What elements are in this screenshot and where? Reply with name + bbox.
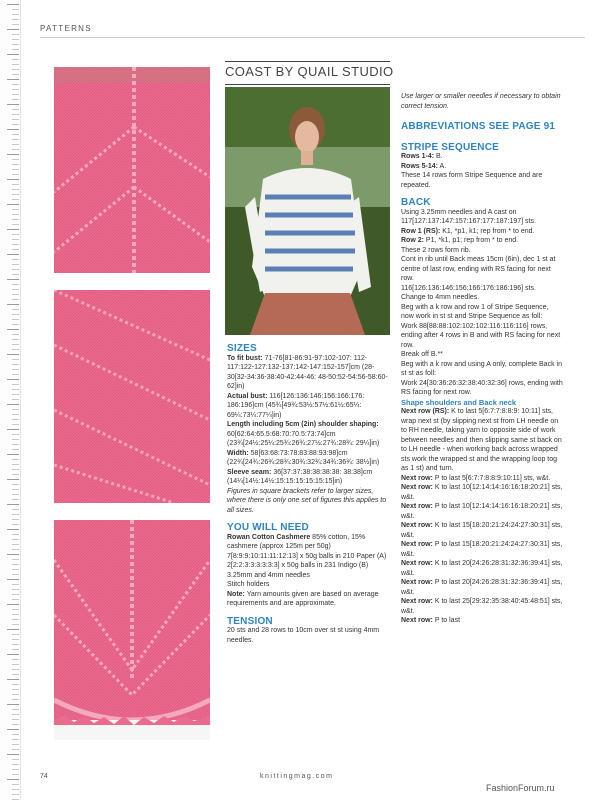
knit-detail-photo-middle <box>54 290 210 503</box>
header-divider <box>40 37 585 38</box>
back-change-needles: Change to 4mm needles. <box>401 294 480 301</box>
ruler-tick <box>7 4 19 5</box>
ruler-tick <box>7 254 19 255</box>
ruler-tick <box>12 119 19 120</box>
ruler-tick <box>12 514 19 515</box>
ruler-tick <box>12 209 19 210</box>
ruler-tick <box>7 304 19 305</box>
ruler-tick <box>12 124 19 125</box>
ruler-tick <box>12 159 19 160</box>
ruler-tick <box>12 344 19 345</box>
ruler-tick <box>12 114 19 115</box>
ruler-tick <box>12 44 19 45</box>
ruler-tick <box>12 619 19 620</box>
ruler-tick <box>12 669 19 670</box>
left-text-column <box>227 344 389 645</box>
ruler-tick <box>12 534 19 535</box>
ruler-tick <box>12 324 19 325</box>
back-heading: BACK <box>401 197 431 208</box>
ruler-tick <box>12 194 19 195</box>
ruler-tick <box>12 749 19 750</box>
ruler-tick <box>12 519 19 520</box>
ruler-tick <box>12 474 19 475</box>
ruler-tick <box>7 679 19 680</box>
ruler-tick <box>12 484 19 485</box>
ruler-tick <box>7 729 19 730</box>
page-number: 74 <box>40 773 48 780</box>
ruler-tick <box>12 49 19 50</box>
ruler-tick <box>12 349 19 350</box>
ruler-tick <box>12 759 19 760</box>
shape-row-5: Next row: K to last 15[18:20:21:24:24:27:30:31] sts, w&t. <box>401 522 563 539</box>
site-url: knittingmag.com <box>260 773 334 780</box>
ruler-tick <box>12 559 19 560</box>
ruler-tick <box>7 579 19 580</box>
ruler-tick <box>12 584 19 585</box>
ruler-tick <box>12 219 19 220</box>
ruler-tick <box>12 784 19 785</box>
ruler-tick <box>12 494 19 495</box>
size-actual-bust: Actual bust: 116[126:136:146:156:166:176: 186:196]cm (45¾[49¾:53½:57½:61½:65¼: 69¼:73¼:77¼]in) <box>227 392 365 419</box>
ruler-tick <box>12 34 19 35</box>
shape-row-2: Next row: P to last 5[6:7:7:8:8:9:10:11] sts, w&t. <box>401 474 551 482</box>
ruler-tick <box>12 444 19 445</box>
ruler-tick <box>7 129 19 130</box>
model-photo <box>225 87 390 335</box>
ruler-tick <box>12 499 19 500</box>
ruler-tick <box>12 374 19 375</box>
yarn-a-amount: 7[8:9:9:10:11:11:12:13] x 50g balls in 210 Paper (A) <box>227 552 387 560</box>
ruler-tick <box>12 84 19 85</box>
ruler-tick <box>7 79 19 80</box>
ruler-tick <box>12 269 19 270</box>
size-sleeve-seam: Sleeve seam: 36[37:37:38:38:38:38: 38:38]cm (14¼[14½:14½:15:15:15:15:15:15]in) <box>227 468 373 485</box>
ruler-tick <box>12 794 19 795</box>
back-row-1: Row 1 (RS): K1, *p1, k1; rep from * to end. <box>401 227 535 235</box>
back-cont-rib: Cont in rib until Back meas 15cm (6in), dec 1 st at centre of last row, ending with RS facing for next row. <box>401 256 556 282</box>
ruler-tick <box>12 244 19 245</box>
ruler-tick <box>12 59 19 60</box>
ruler-tick <box>12 239 19 240</box>
ruler-tick <box>12 689 19 690</box>
ruler-tick <box>12 224 19 225</box>
ruler-tick <box>12 199 19 200</box>
you-will-need-heading: YOU WILL NEED <box>227 522 309 533</box>
ruler-tick <box>12 549 19 550</box>
ruler-tick <box>7 629 19 630</box>
ruler-tick <box>12 299 19 300</box>
ruler-tick <box>12 719 19 720</box>
ruler-tick <box>7 554 19 555</box>
shape-shoulders-subheading: Shape shoulders and Back neck <box>401 397 517 407</box>
back-cast-on: Using 3.25mm needles and A cast on 117[127:137:147:157:167:177:187:197] sts. <box>401 208 536 225</box>
ruler-tick <box>12 74 19 75</box>
stripe-note: These 14 rows form Stripe Sequence and are repeated. <box>401 172 543 189</box>
ruler-tick <box>12 294 19 295</box>
ruler-tick <box>7 379 19 380</box>
ruler-tick <box>12 164 19 165</box>
ruler-tick <box>12 639 19 640</box>
stripe-rows-5-14: Rows 5-14: A. <box>401 162 447 170</box>
ruler-tick <box>12 714 19 715</box>
ruler-tick <box>7 179 19 180</box>
size-width: Width: 58[63:68:73:78:83:88:93:98]cm (22¾[24¾:26¾:28¾:30¾:32¾:34¾:36¾: 38½]in) <box>227 449 380 466</box>
ruler-tick <box>12 614 19 615</box>
ruler-tick <box>7 604 19 605</box>
ruler-tick <box>12 569 19 570</box>
ruler-tick <box>12 524 19 525</box>
ruler-tick <box>12 369 19 370</box>
ruler-tick <box>7 454 19 455</box>
ruler-tick <box>12 684 19 685</box>
ruler-tick <box>12 289 19 290</box>
tension-advice: Use larger or smaller needles if necessary to obtain correct tension. <box>401 93 561 110</box>
ruler-tick <box>12 409 19 410</box>
ruler-tick <box>12 469 19 470</box>
ruler-tick <box>12 359 19 360</box>
yarn-b-amount: 2[2:2:3:3:3:3:3:3] x 50g balls in 231 Indigo (B) <box>227 562 369 569</box>
ruler-tick <box>12 789 19 790</box>
right-text-column <box>401 92 563 626</box>
ruler-tick <box>12 184 19 185</box>
size-length: Length including 5cm (2in) shoulder shaping: 60[62:64:65.5:68:70:70.5:73:74]cm (23¾[24½:25¼:25¾:26¾:27½:27¾:28¾: 29¼]in) <box>227 421 380 447</box>
abbreviations-heading: ABBREVIATIONS SEE PAGE 91 <box>401 121 556 132</box>
ruler-tick <box>12 424 19 425</box>
stitch-holders-item: Stitch holders <box>227 581 270 588</box>
ruler-tick <box>12 414 19 415</box>
ruler-tick <box>12 724 19 725</box>
ruler-tick <box>7 204 19 205</box>
ruler-tick <box>12 734 19 735</box>
ruler-tick <box>12 364 19 365</box>
ruler-tick <box>12 389 19 390</box>
ruler-tick <box>12 19 19 20</box>
ruler-tick <box>12 89 19 90</box>
back-stripe-start: Beg with a k row and row 1 of Stripe Sequence, now work in st st and Stripe Sequence as foll: <box>401 303 549 320</box>
ruler-tick <box>12 319 19 320</box>
ruler-tick <box>7 104 19 105</box>
section-label: PATTERNS <box>40 24 92 33</box>
ruler-tick <box>12 774 19 775</box>
ruler-tick <box>12 259 19 260</box>
knit-detail-photo-bottom <box>54 520 210 740</box>
ruler-tick <box>12 394 19 395</box>
ruler-tick <box>12 664 19 665</box>
ruler-tick <box>12 274 19 275</box>
ruler-tick <box>7 404 19 405</box>
ruler-tick <box>12 674 19 675</box>
ruler-tick <box>12 214 19 215</box>
ruler-tick <box>12 564 19 565</box>
ruler-tick <box>12 634 19 635</box>
ruler-tick <box>12 574 19 575</box>
ruler-tick <box>12 64 19 65</box>
ruler-tick <box>12 399 19 400</box>
ruler-tick <box>12 144 19 145</box>
ruler-tick <box>12 234 19 235</box>
pattern-title: COAST BY QUAIL STUDIO <box>225 64 394 79</box>
ruler-tick <box>12 764 19 765</box>
back-row-2: Row 2: P1, *k1, p1; rep from * to end. <box>401 237 519 244</box>
ruler-tick <box>12 134 19 135</box>
ruler-tick <box>7 229 19 230</box>
ruler-tick <box>12 649 19 650</box>
needles-item: 3.25mm and 4mm needles <box>227 571 310 579</box>
ruler-tick <box>12 599 19 600</box>
ruler-tick <box>7 754 19 755</box>
ruler-tick <box>7 429 19 430</box>
ruler-tick <box>12 309 19 310</box>
ruler-tick <box>12 439 19 440</box>
ruler-tick <box>12 544 19 545</box>
ruler-tick <box>7 329 19 330</box>
ruler-tick <box>12 739 19 740</box>
shape-row-10: Next row: P to last <box>401 617 461 624</box>
ruler-tick <box>12 699 19 700</box>
ruler-tick <box>7 779 19 780</box>
ruler-tick <box>12 24 19 25</box>
ruler-tick <box>7 704 19 705</box>
tension-heading: TENSION <box>227 615 273 627</box>
ruler-tick <box>12 94 19 95</box>
ruler-tick <box>12 769 19 770</box>
ruler-tick <box>7 504 19 505</box>
ruler-tick <box>12 464 19 465</box>
ruler-tick <box>12 434 19 435</box>
back-work-rows: Work 88[88:88:102:102:102:116:116:116] rows, ending after 4 rows in B and with RS facing for next row. <box>401 322 561 349</box>
size-to-fit-bust: To fit bust: 71-76[81-86:91-97:102-107: 112-117:122-127:132-137:142-147:152-157]cm (28-30[32-34:36-38:40-42:44-46: 48-50:52-54:56-58:60-62]in) <box>227 354 388 390</box>
ruler-tick <box>12 174 19 175</box>
ruler-tick <box>12 149 19 150</box>
knit-detail-photo-top <box>54 67 210 273</box>
ruler-tick <box>12 334 19 335</box>
ruler-tick <box>12 139 19 140</box>
ruler-tick <box>7 279 19 280</box>
ruler-tick <box>12 189 19 190</box>
sizes-heading: SIZES <box>227 343 257 354</box>
ruler-tick <box>12 594 19 595</box>
ruler-tick <box>12 169 19 170</box>
back-a-only: Beg with a k row and using A only, complete Back in st st as foll: <box>401 360 562 377</box>
ruler-tick <box>12 539 19 540</box>
page-ruler <box>0 0 21 800</box>
ruler-tick <box>7 54 19 55</box>
ruler-tick <box>12 744 19 745</box>
ruler-tick <box>12 709 19 710</box>
shape-row-6: Next row: P to last 15[18:20:21:24:24:27:30:31] sts, w&t. <box>401 541 563 558</box>
stripe-sequence-heading: STRIPE SEQUENCE <box>401 141 500 153</box>
ruler-tick <box>7 354 19 355</box>
stripe-rows-1-4: Rows 1-4: B. <box>401 153 443 160</box>
yarn-description: Rowan Cotton Cashmere 85% cotton, 15% cashmere (approx 125m per 50g) <box>227 533 366 550</box>
sizes-note: Figures in square brackets refer to larger sizes, where there is only one set of figures this applies to all sizes. <box>227 487 387 514</box>
ruler-tick <box>7 654 19 655</box>
ruler-tick <box>12 489 19 490</box>
ruler-tick <box>12 69 19 70</box>
ruler-tick <box>12 249 19 250</box>
ruler-tick <box>12 694 19 695</box>
ruler-tick <box>7 479 19 480</box>
ruler-tick <box>12 339 19 340</box>
ruler-tick <box>12 449 19 450</box>
back-rib-note: These 2 rows form rib. <box>401 246 471 254</box>
ruler-tick <box>12 459 19 460</box>
ruler-tick <box>12 264 19 265</box>
ruler-tick <box>7 154 19 155</box>
shape-row-1: Next row (RS): K to last 5[6:7:7:8:8:9: 10:11] sts, wrap next st (by slipping next st from LH needle on to RH needle, taking yarn to opposite side of work between needles and then slipping same st back on to LH needle - when working back across wrapped sts work the wrapped st and the wrapping loop tog as 1 st) and turn. <box>401 408 562 472</box>
yarn-note: Note: Yarn amounts given are based on average requirements and are approximate. <box>227 590 379 607</box>
ruler-tick <box>12 39 19 40</box>
ruler-tick <box>12 644 19 645</box>
ruler-tick <box>12 609 19 610</box>
ruler-tick <box>12 419 19 420</box>
ruler-tick <box>12 284 19 285</box>
ruler-tick <box>12 509 19 510</box>
ruler-tick <box>12 384 19 385</box>
ruler-tick <box>12 109 19 110</box>
back-break-off: Break off B.** <box>401 351 443 358</box>
ruler-tick <box>7 29 19 30</box>
back-st-count: 116[126:136:146:156:166:176:186:196] sts. <box>401 284 536 292</box>
ruler-tick <box>12 314 19 315</box>
ruler-tick <box>7 529 19 530</box>
ruler-tick <box>12 9 19 10</box>
shape-row-4: Next row: P to last 10[12:14:14:16:16:18:20:21] sts, w&t. <box>401 503 563 520</box>
shape-row-3: Next row: K to last 10[12:14:14:16:16:18:20:21] sts, w&t. <box>401 484 563 501</box>
ruler-tick <box>12 659 19 660</box>
tension-text: 20 sts and 28 rows to 10cm over st st using 4mm needles. <box>227 627 380 644</box>
shape-row-7: Next row: K to last 20[24:26:28:31:32:36:39:41] sts, w&t. <box>401 560 563 577</box>
ruler-tick <box>12 99 19 100</box>
ruler-tick <box>12 624 19 625</box>
ruler-tick <box>12 14 19 15</box>
back-work-more-rows: Work 24[30:36:26:32:38:40:32:36] rows, ending with RS facing for next row. <box>401 379 563 396</box>
shape-row-9: Next row: K to last 25[29:32:35:38:40:45:48:51] sts, w&t. <box>401 598 563 615</box>
watermark: FashionForum.ru <box>486 783 555 793</box>
ruler-tick <box>12 589 19 590</box>
shape-row-8: Next row: P to last 20[24:26:28:31:32:36:39:41] sts, w&t. <box>401 579 563 596</box>
